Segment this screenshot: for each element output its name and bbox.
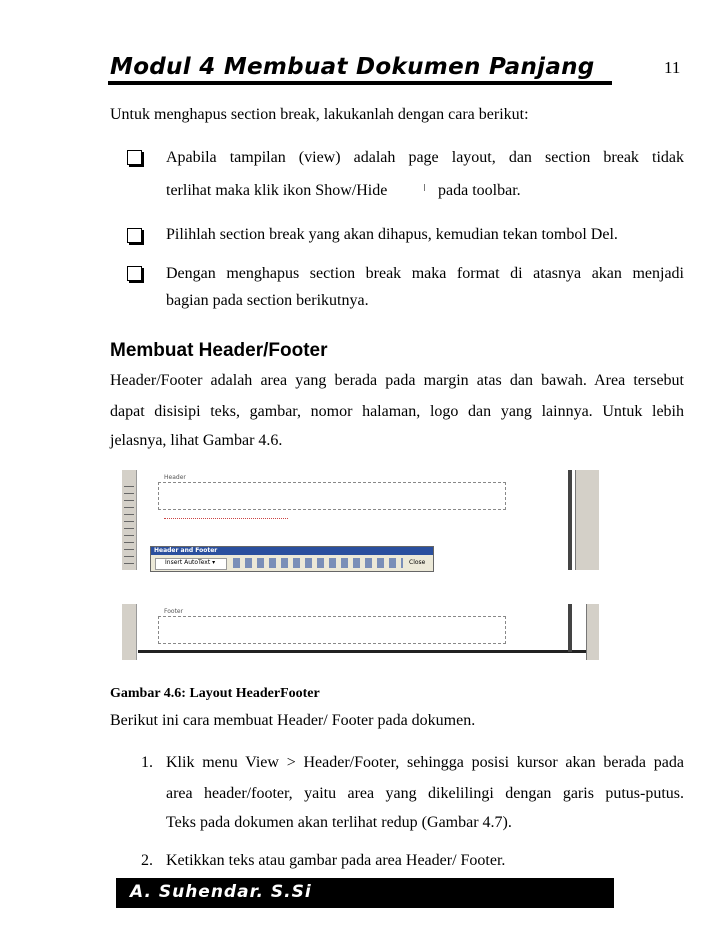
page-bottom-edge xyxy=(138,650,586,653)
footer-author: A. Suhendar. S.Si xyxy=(130,882,312,902)
ruler-ticks xyxy=(124,480,134,566)
scrollbar-bottom[interactable] xyxy=(586,604,599,660)
bullet-1-line2a: terlihat maka klik ikon Show/Hide xyxy=(166,182,388,199)
page-number: 11 xyxy=(664,58,681,77)
step-1-line3: Teks pada dokumen akan terlihat redup (Gambar 4.7). xyxy=(166,814,512,831)
toolbar-title: Header and Footer xyxy=(154,547,218,554)
toolbar-icons[interactable] xyxy=(233,558,403,568)
header-area[interactable] xyxy=(158,482,506,510)
vertical-scrollbar[interactable] xyxy=(575,470,599,570)
page-edge-bottom xyxy=(568,604,572,652)
header-footer-toolbar xyxy=(150,546,434,572)
header-rule xyxy=(108,81,612,85)
footer-area-label: Footer xyxy=(164,608,184,615)
module-title: Modul 4 Membuat Dokumen Panjang xyxy=(110,54,595,80)
dimmed-text-line xyxy=(164,514,288,519)
step-1-number: 1. xyxy=(141,754,153,771)
checkbox-bullet-icon xyxy=(127,266,142,281)
show-hide-icon xyxy=(424,184,425,191)
step-1-line2: area header/footer, yaitu area yang dikelilingi dengan garis putus-putus. xyxy=(166,785,684,802)
close-button[interactable]: Close xyxy=(409,559,426,566)
step-2-number: 2. xyxy=(141,852,153,869)
para-line-2: dapat disisipi teks, gambar, nomor halaman, logo dan yang lainnya. Untuk lebih xyxy=(110,403,684,420)
vertical-ruler-bottom xyxy=(122,604,137,660)
section-heading: Membuat Header/Footer xyxy=(110,340,328,361)
bullet-3-line1: Dengan menghapus section break maka format di atasnya akan menjadi xyxy=(166,265,684,282)
step-1-line1: Klik menu View > Header/Footer, sehingga posisi kursor akan berada pada xyxy=(166,754,684,771)
page-edge xyxy=(568,470,572,570)
para-line-1: Header/Footer adalah area yang berada pada margin atas dan bawah. Area tersebut xyxy=(110,372,684,389)
steps-intro: Berikut ini cara membuat Header/ Footer pada dokumen. xyxy=(110,712,476,729)
footer-area[interactable] xyxy=(158,616,506,644)
header-footer-screenshot xyxy=(120,470,600,660)
bullet-3-line2: bagian pada section berikutnya. xyxy=(166,292,369,309)
step-2-line1: Ketikkan teks atau gambar pada area Header/ Footer. xyxy=(166,852,506,869)
para-line-3: jelasnya, lihat Gambar 4.6. xyxy=(110,432,283,449)
intro-text: Untuk menghapus section break, lakukanlah dengan cara berikut: xyxy=(110,106,529,123)
checkbox-bullet-icon xyxy=(127,150,142,165)
bullet-1-line1: Apabila tampilan (view) adalah page layout, dan section break tidak xyxy=(166,149,684,166)
insert-autotext-label: Insert AutoText ▾ xyxy=(165,559,216,566)
figure-caption: Gambar 4.6: Layout HeaderFooter xyxy=(110,686,320,701)
header-area-label: Header xyxy=(164,474,186,481)
checkbox-bullet-icon xyxy=(127,228,142,243)
bullet-1-line2b: pada toolbar. xyxy=(438,182,521,199)
bullet-2-line1: Pilihlah section break yang akan dihapus, kemudian tekan tombol Del. xyxy=(166,226,618,243)
